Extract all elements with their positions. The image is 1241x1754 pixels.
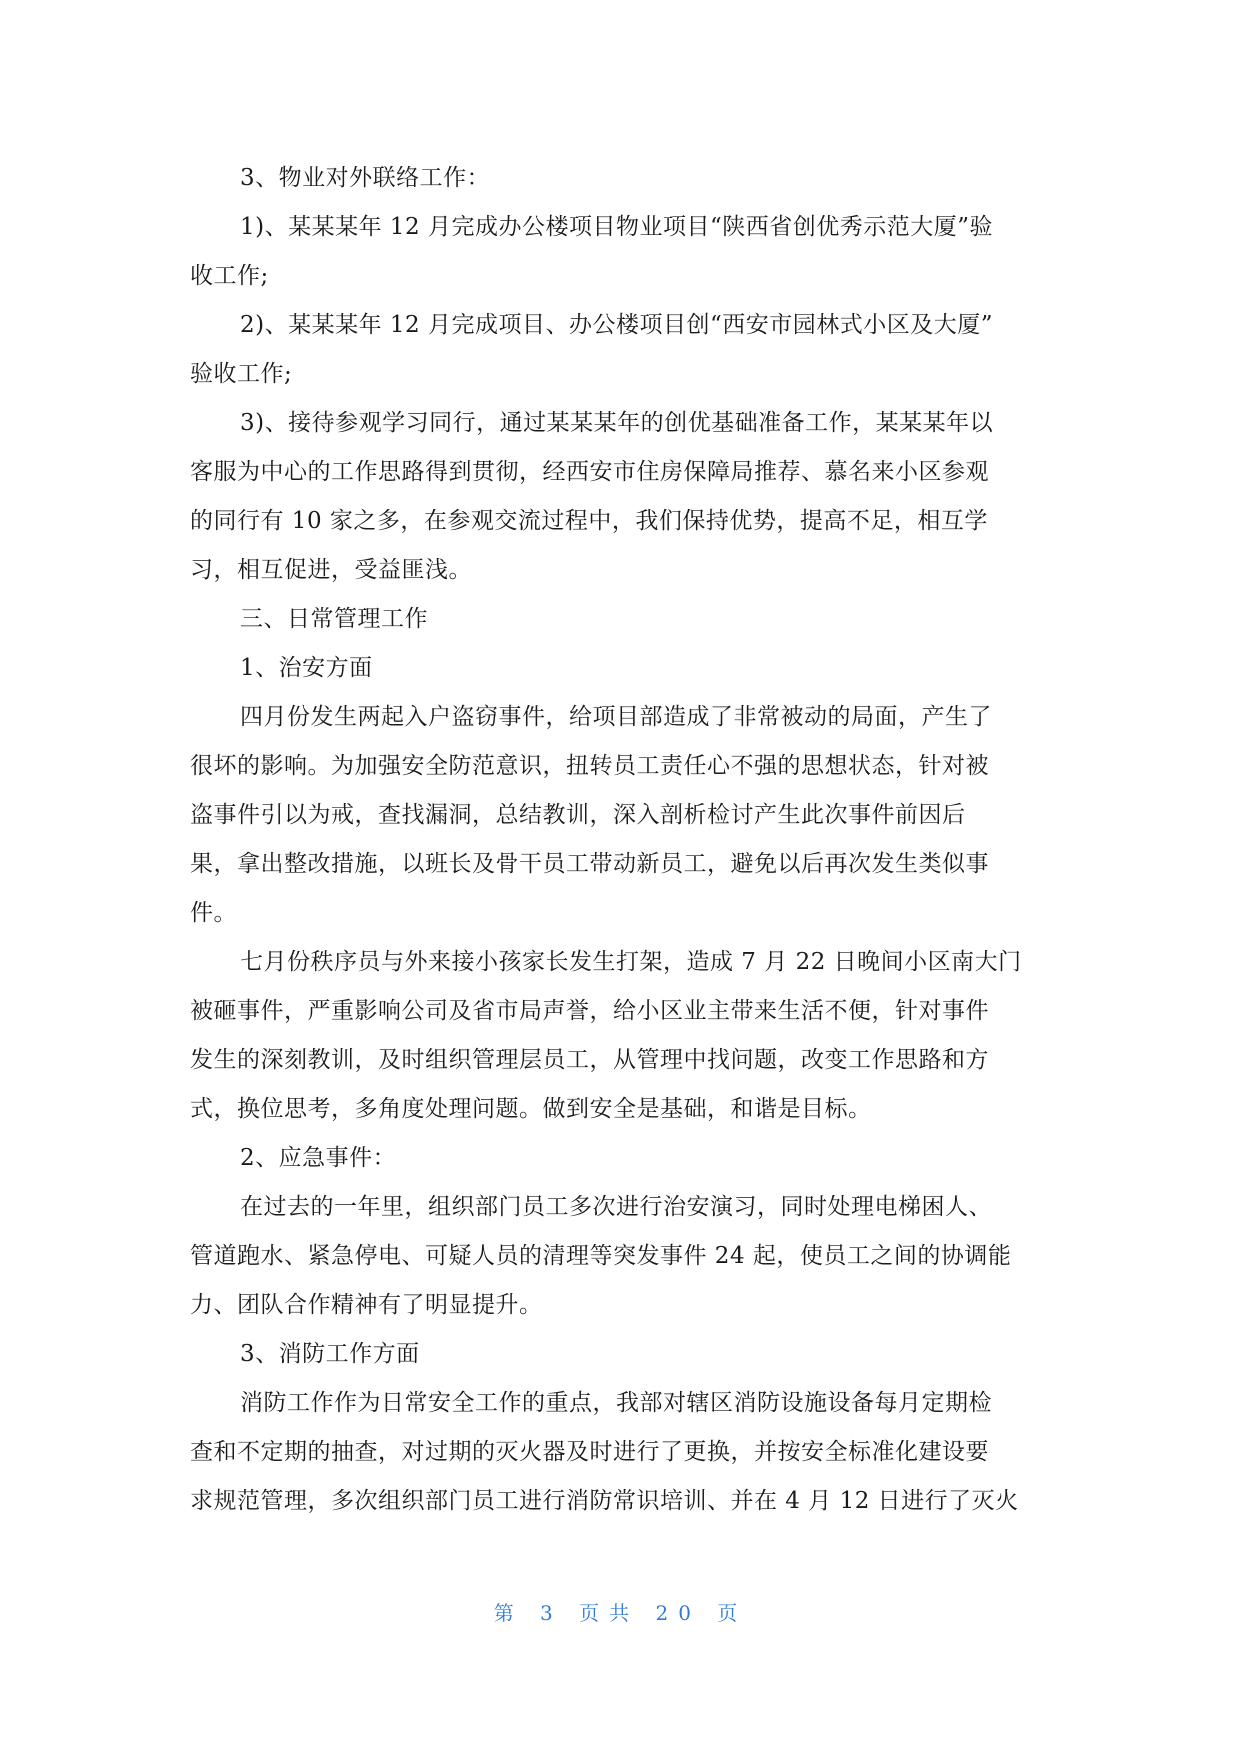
paragraph-item-3 [190,399,1052,595]
document-body [190,154,1052,1526]
text-line: 求规范管理，多次组织部门员工进行消防常识培训、并在 4 月 12 日进行了灭火 [190,1488,1019,1514]
paragraph-external-liaison-heading [190,154,1052,203]
text-line: 发生的深刻教训，及时组织管理层员工，从管理中找问题，改变工作思路和方 [190,1047,989,1073]
section-heading-daily-management [190,595,1052,644]
text-line: 四月份发生两起入户盗窃事件，给项目部造成了非常被动的局面，产生了 [240,704,992,730]
subheading-public-security [190,644,1052,693]
text-line: 3)、接待参观学习同行，通过某某某年的创优基础准备工作，某某某年以 [240,410,994,436]
text-line: 3、物业对外联络工作： [240,165,491,191]
text-line: 习，相互促进，受益匪浅。 [190,557,472,583]
paragraph-april-incident [190,693,1052,938]
text-line: 件。 [190,900,237,926]
text-line: 在过去的一年里，组织部门员工多次进行治安演习，同时处理电梯困人、 [240,1194,992,1220]
text-line: 收工作; [190,263,269,289]
text-line: 验收工作; [190,361,293,387]
text-line: 2)、某某某年 12 月完成项目、办公楼项目创“西安市园林式小区及大厦” [240,312,994,338]
page-number-footer: 第 3 页共 20 页 [493,1601,748,1625]
text-line: 七月份秩序员与外来接小孩家长发生打架，造成 7 月 22 日晚间小区南大门 [240,949,1022,975]
paragraph-item-1 [190,203,1052,301]
text-line: 力、团队合作精神有了明显提升。 [190,1292,543,1318]
text-line: 查和不定期的抽查，对过期的灭火器及时进行了更换，并按安全标准化建设要 [190,1439,989,1465]
text-line: 管道跑水、紧急停电、可疑人员的清理等突发事件 24 起，使员工之间的协调能 [190,1243,1012,1269]
text-line: 很坏的影响。为加强安全防范意识，扭转员工责任心不强的思想状态，针对被 [190,753,989,779]
text-line: 被砸事件，严重影响公司及省市局声誉，给小区业主带来生活不便，针对事件 [190,998,989,1024]
text-line: 的同行有 10 家之多，在参观交流过程中，我们保持优势，提高不足，相互学 [190,508,988,534]
paragraph-emergency-drills [190,1183,1052,1330]
text-line: 式，换位思考，多角度处理问题。做到安全是基础，和谐是目标。 [190,1096,872,1122]
text-line: 3、消防工作方面 [240,1341,420,1367]
text-line: 1)、某某某年 12 月完成办公楼项目物业项目“陕西省创优秀示范大厦”验 [240,214,994,240]
paragraph-item-2 [190,301,1052,399]
paragraph-fire-safety [190,1379,1052,1526]
text-line: 果，拿出整改措施，以班长及骨干员工带动新员工，避免以后再次发生类似事 [190,851,989,877]
subheading-fire-safety [190,1330,1052,1379]
text-line: 2、应急事件： [240,1145,397,1171]
text-line: 客服为中心的工作思路得到贯彻，经西安市住房保障局推荐、慕名来小区参观 [190,459,989,485]
subheading-emergency-events [190,1134,1052,1183]
text-line: 1、治安方面 [240,655,373,681]
paragraph-july-incident [190,938,1052,1134]
text-line: 消防工作作为日常安全工作的重点，我部对辖区消防设施设备每月定期检 [240,1390,992,1416]
text-line: 三、日常管理工作 [240,606,428,632]
text-line: 盗事件引以为戒，查找漏洞，总结教训，深入剖析检讨产生此次事件前因后 [190,802,966,828]
